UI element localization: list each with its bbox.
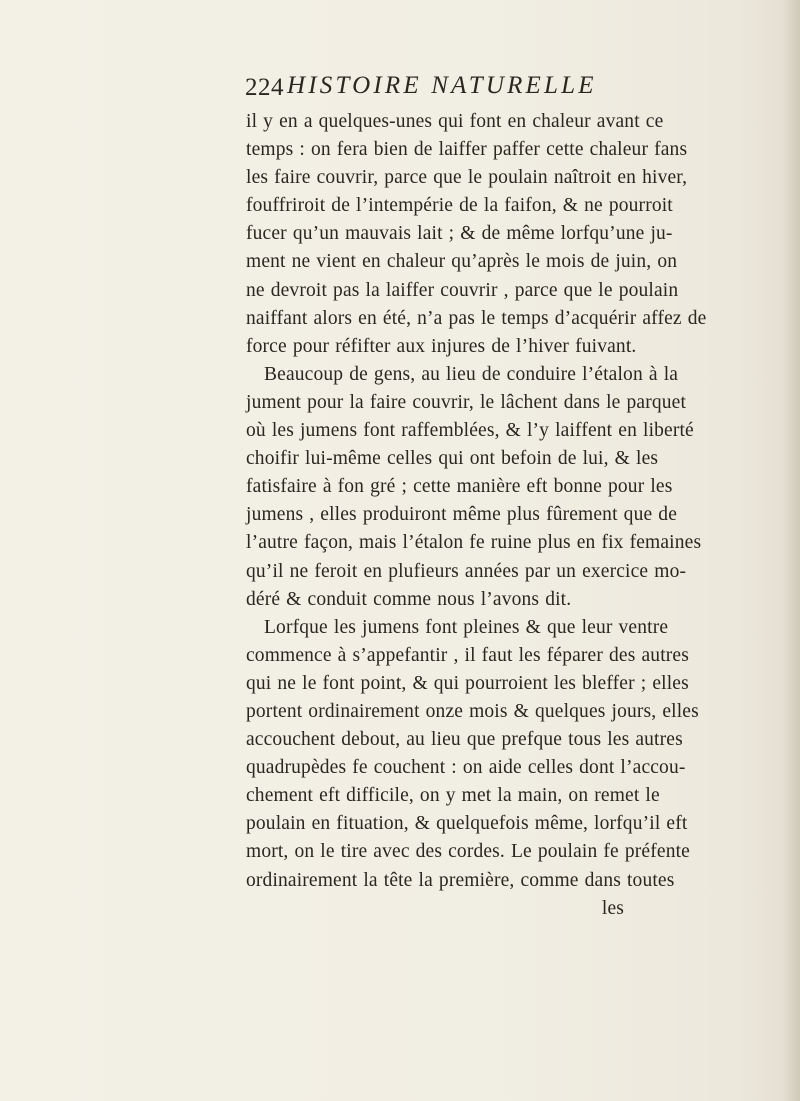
text-line: fatisfaire à fon gré ; cette manière eft bonne pour les: [246, 476, 673, 498]
running-title: HISTOIRE NATURELLE: [287, 72, 597, 99]
text-line: les faire couvrir, parce que le poulain naîtroit en hiver,: [246, 167, 688, 189]
text-line: poulain en fituation, & quelquefois même, lorfqu’il eft: [246, 813, 688, 835]
text-line: jumens , elles produiront même plus fûrement que de: [246, 504, 678, 526]
text-line: commence à s’appefantir , il faut les féparer des autres: [246, 644, 689, 666]
text-line: qu’il ne feroit en plufieurs années par un exercice mo-: [246, 560, 687, 582]
text-line: temps : on fera bien de laiffer paffer cette chaleur fans: [246, 139, 688, 161]
text-line: mort, on le tire avec des cordes. Le poulain fe préfente: [246, 841, 690, 863]
text-line: l’autre façon, mais l’étalon fe ruine plus en fix femaines: [246, 532, 702, 554]
text-line: portent ordinairement onze mois & quelques jours, elles: [246, 700, 699, 722]
text-line: ordinairement la tête la première, comme dans toutes: [246, 869, 675, 891]
page-number: 224: [245, 74, 284, 101]
text-line: fouffriroit de l’intempérie de la faifon, & ne pourroit: [246, 195, 673, 217]
text-line: quadrupèdes fe couchent : on aide celles dont l’accou-: [246, 757, 686, 779]
page-header: [245, 72, 635, 106]
text-line: ne devroit pas la laiffer couvrir , parce que le poulain: [246, 279, 679, 301]
text-line: choifir lui-même celles qui ont befoin de lui, & les: [246, 448, 659, 470]
text-line: déré & conduit comme nous l’avons dit.: [246, 588, 572, 610]
text-line: chement eft difficile, on y met la main, on remet le: [246, 785, 660, 807]
body-text: [246, 108, 707, 923]
text-line: fucer qu’un mauvais lait ; & de même lorfqu’une ju-: [246, 223, 673, 245]
text-line: ment ne vient en chaleur qu’après le mois de juin, on: [246, 251, 678, 273]
catchword: les: [601, 897, 624, 919]
page-edge-shadow: [782, 0, 800, 1101]
text-line: il y en a quelques-unes qui font en chaleur avant ce: [246, 111, 664, 132]
text-line: naiffant alors en été, n’a pas le temps d’acquérir affez de: [246, 307, 707, 329]
text-line: jument pour la faire couvrir, le lâchent dans le parquet: [246, 391, 687, 413]
paragraph-start-line: Beaucoup de gens, au lieu de conduire l’étalon à la: [264, 363, 679, 385]
text-line: accouchent debout, au lieu que prefque tous les autres: [246, 729, 683, 751]
text-line: force pour réfifter aux injures de l’hiver fuivant.: [246, 335, 637, 357]
paragraph-start-line: Lorfque les jumens font pleines & que leur ventre: [264, 616, 669, 638]
text-line: où les jumens font raffemblées, & l’y laiffent en liberté: [246, 420, 694, 442]
text-line: qui ne le font point, & qui pourroient les bleffer ; elles: [246, 672, 689, 694]
